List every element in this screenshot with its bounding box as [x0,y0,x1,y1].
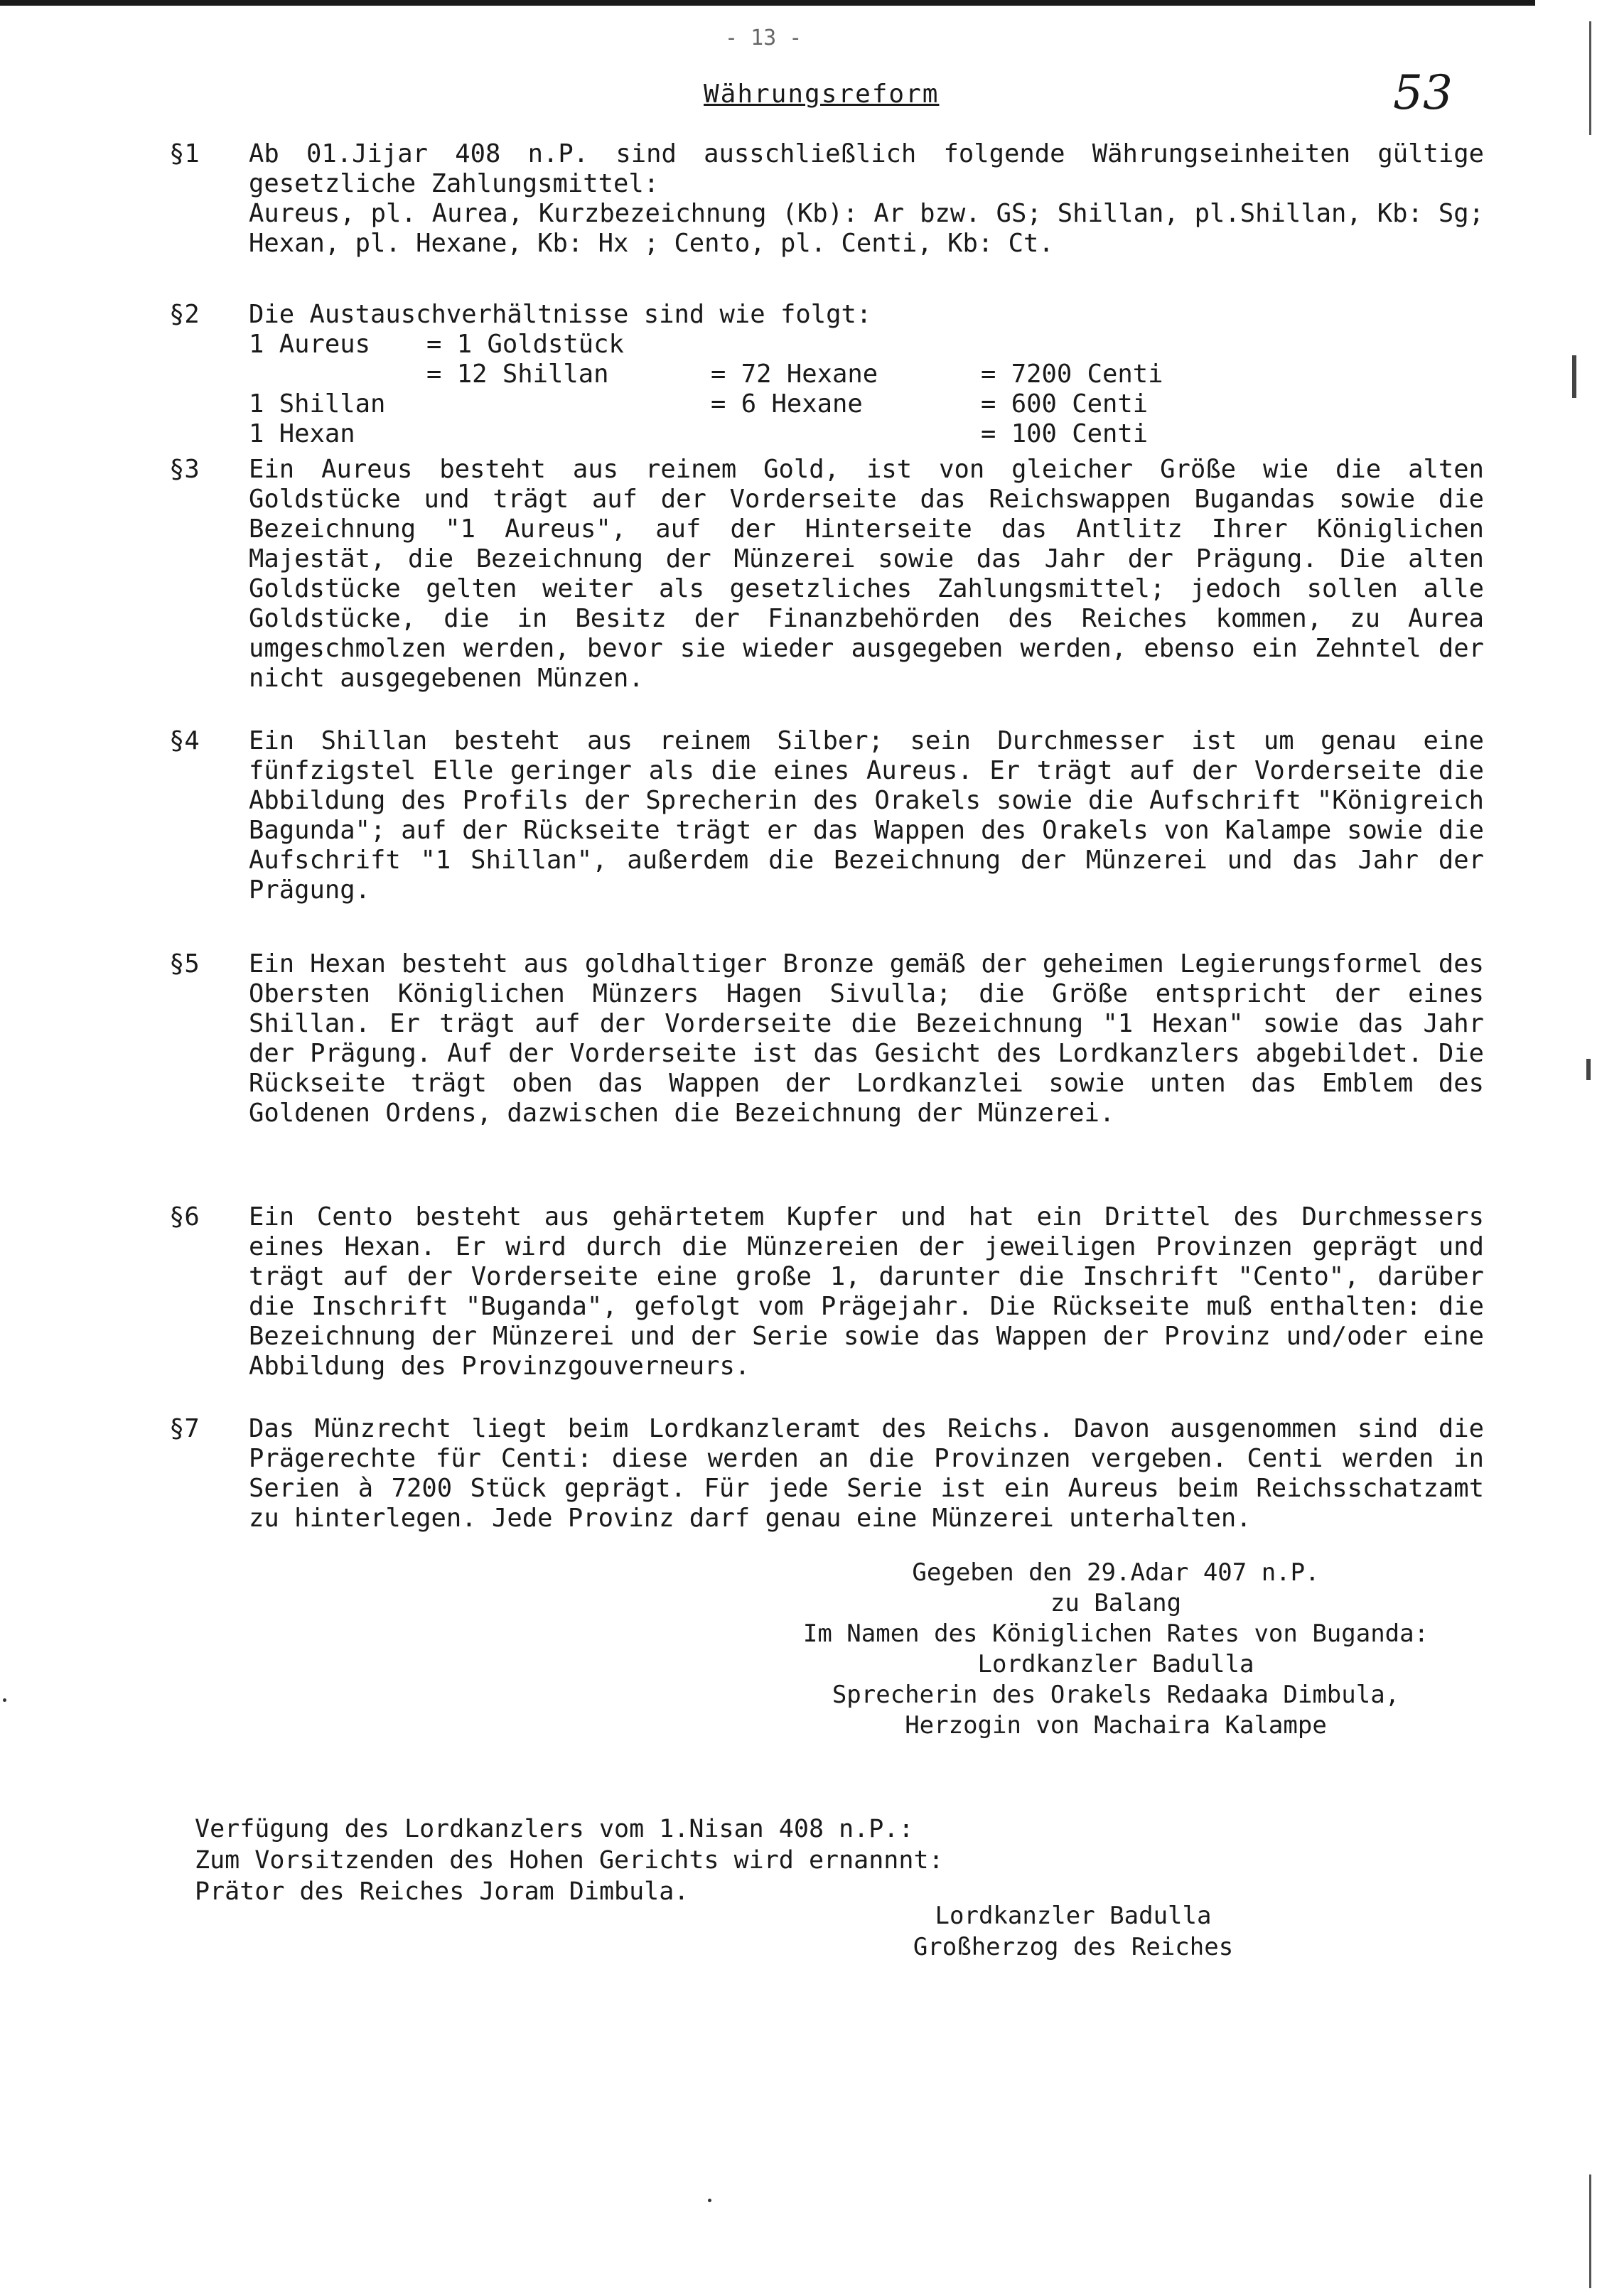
decree-line: Prätor des Reiches Joram Dimbula. [195,1877,689,1906]
decree-signer: Lordkanzler Badulla [935,1902,1212,1930]
paragraph-4 [169,726,1484,905]
table-cell [711,330,981,360]
on-behalf-line: Im Namen des Königlichen Rates von Buganda: [802,1619,1429,1648]
paragraph-text: Das Münzrecht liegt beim Lordkanzleramt des Reichs. Davon ausgenommen sind die Prägerechte für Centi: diese werden an die Provinzen vergeben. Centi werden in Serien à 7200 Stück geprägt. Für jede Serie ist ein Aureus beim Reichsschatzamt zu hinterlegen. Jede Provinz darf genau eine Münzerei unterhalten. [249,1414,1484,1533]
paragraph-1 [169,139,1484,259]
paragraph-number: §7 [169,1414,200,1443]
exchange-rate-table [249,330,1163,449]
paragraph-text: Ein Shillan besteht aus reinem Silber; sein Durchmesser ist um genau eine fünfzigstel Elle geringer als die eines Aureus. Er trägt auf der Vorderseite die Abbildung des Profils der Sprecherin des Orakels sowie die Aufschrift "Königreich Bagunda"; auf der Rückseite trägt er das Wappen des Orakels von Kalampe sowie die Aufschrift "1 Shillan", außerdem die Bezeichnung der Münzerei und das Jahr der Prägung. [249,726,1484,905]
top-border-line [0,0,1535,6]
decree-signer-title: Großherzog des Reiches [913,1933,1234,1961]
paragraph-7 [169,1414,1484,1534]
decree-line: Zum Vorsitzenden des Hohen Gerichts wird ernannnt: [195,1846,944,1875]
table-cell: = 600 Centi [981,389,1149,419]
paragraph-text: Ein Aureus besteht aus reinem Gold, ist von gleicher Größe wie die alten Goldstücke und trägt auf der Vorderseite das Reichswappen Bugandas sowie die Bezeichnung "1 Aureus", auf der Hinterseite das Antlitz Ihrer Königlichen Majestät, die Bezeichnung der Münzerei sowie das Jahr der Prägung. Die alten Goldstücke gelten weiter als gesetzliches Zahlungsmittel; jedoch sollen alle Goldstücke, die in Besitz der Finanzbehörden des Reiches kommen, zu Aurea umgeschmolzen werden, bevor sie wieder ausgegeben werden, ebenso ein Zehntel der nicht ausgegebenen Münzen. [249,455,1484,693]
table-cell [426,389,711,419]
paragraph-text: Ein Hexan besteht aus goldhaltiger Bronze gemäß der geheimen Legierungsformel des Obersten Königlichen Münzers Hagen Sivulla; die Größe entspricht der eines Shillan. Er trägt auf der Vorderseite die Bezeichnung "1 Hexan" sowie das Jahr der Prägung. Auf der Vorderseite ist das Gesicht des Lordkanzlers abgebildet. Die Rückseite trägt oben das Wappen der Lordkanzlei sowie unten das Emblem des Goldenen Ordens, dazwischen die Bezeichnung der Münzerei. [249,949,1484,1128]
folio-number: 53 [1393,65,1453,120]
paragraph-number: §4 [169,726,200,755]
paragraph-5 [169,949,1484,1128]
decree-signature [896,1900,1251,1963]
table-cell: = 12 Shillan [426,360,609,389]
paragraph-text: Ab 01.Jijar 408 n.P. sind ausschließlich folgende Währungseinheiten gültige gesetzliche Zahlungsmittel: Aureus, pl. Aurea, Kurzbezeichnung (Kb): Ar bzw. GS; Shillan, pl.Shillan, Kb: Sg; Hexan, pl. Hexane, Kb: Hx ; Cento, pl. Centi, Kb: Ct. [249,139,1484,258]
right-edge-mark [1589,2174,1591,2288]
margin-mark [1572,355,1576,398]
table-row [249,389,1163,419]
signer-sprecherin: Sprecherin des Orakels Redaaka Dimbula, [832,1681,1400,1709]
paragraph-number: §2 [169,300,200,329]
date-given: Gegeben den 29.Adar 407 n.P. [912,1558,1320,1587]
table-cell [426,419,711,449]
paragraph-number: §5 [169,949,200,979]
place-given: zu Balang [1050,1589,1182,1617]
table-cell: 1 Aureus [249,330,370,359]
table-cell: = 72 Hexane [711,360,878,389]
table-row [249,419,1163,449]
decree-line: Verfügung des Lordkanzlers vom 1.Nisan 408 n.P.: [195,1815,914,1843]
margin-mark [1586,1059,1591,1080]
paragraph-number: §3 [169,455,200,484]
signer-lordkanzler: Lordkanzler Badulla [977,1650,1254,1678]
table-cell [711,419,981,449]
table-cell: = 6 Hexane [711,389,863,419]
table-row [249,360,1163,389]
paragraph-6 [169,1202,1484,1381]
table-cell: = 1 Goldstück [426,330,624,359]
table-cell [981,330,1163,360]
paragraph-number: §1 [169,139,200,168]
decree-block [195,1813,944,1907]
paragraph-text: Ein Cento besteht aus gehärtetem Kupfer und hat ein Drittel des Durchmessers eines Hexan. Er wird durch die Münzereien der jeweiligen Provinzen geprägt und trägt auf der Vorderseite eine große 1, darunter die Inschrift "Cento", darüber die Inschrift "Buganda", gefolgt vom Prägejahr. Die Rückseite muß enthalten: die Bezeichnung der Münzerei und der Serie sowie das Wappen der Provinz und/oder eine Abbildung des Provinzgouverneurs. [249,1202,1484,1381]
table-row [249,330,1163,360]
table-cell: = 100 Centi [981,419,1149,448]
signature-block [697,1558,1535,1741]
paragraph-text: Die Austauschverhältnisse sind wie folgt: [249,300,872,329]
table-cell: 1 Shillan [249,389,386,419]
page-title: Währungsreform [704,80,940,109]
page-number: - 13 - [725,26,802,50]
paragraph-3 [169,455,1484,694]
table-cell: 1 Hexan [249,419,355,448]
scan-speck [708,2199,711,2202]
table-cell: = 7200 Centi [981,360,1163,389]
signer-sprecherin-title: Herzogin von Machaira Kalampe [905,1711,1327,1740]
scan-speck [3,1698,6,1702]
paragraph-2 [169,300,1484,330]
table-cell [249,360,426,389]
right-edge-mark [1589,21,1591,135]
paragraph-number: §6 [169,1202,200,1231]
